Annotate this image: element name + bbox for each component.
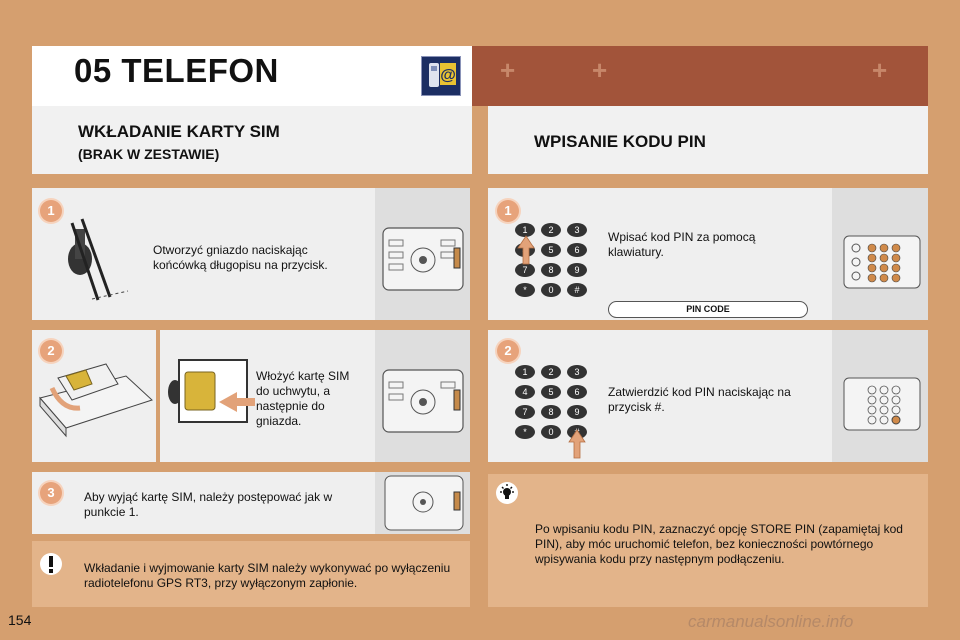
pin-step-1-text: Wpisać kod PIN za pomocą klawiatury. bbox=[608, 230, 756, 259]
sim-tray-illustration bbox=[36, 358, 154, 443]
decor-plus: + bbox=[872, 55, 888, 85]
pin-step-2-text: Zatwierdzić kod PIN naciskając na przycisk #. bbox=[608, 385, 791, 414]
keypad-key: 4 bbox=[522, 387, 528, 397]
decor-plus: + bbox=[500, 55, 516, 85]
keypad-key: * bbox=[523, 285, 527, 295]
sim-step-1-text: Otworzyć gniazdo naciskając końcówką długopisu na przycisk. bbox=[153, 243, 328, 272]
step-number-badge: 2 bbox=[40, 340, 62, 362]
sim-section-header bbox=[32, 106, 472, 174]
step-number-badge: 2 bbox=[497, 340, 519, 362]
step-number-badge: 3 bbox=[40, 482, 62, 504]
keypad-key: 2 bbox=[548, 367, 554, 377]
exclamation-icon bbox=[40, 552, 62, 581]
keypad-key: 1 bbox=[522, 367, 528, 377]
keypad-key: 8 bbox=[548, 265, 554, 275]
keypad-key: * bbox=[523, 427, 527, 437]
page-number: 154 bbox=[8, 612, 32, 628]
keypad-key: 7 bbox=[522, 407, 528, 417]
step-number-badge: 1 bbox=[40, 200, 62, 222]
keypad-key: 3 bbox=[574, 225, 580, 235]
keypad-illustration bbox=[512, 222, 592, 307]
keypad-illustration bbox=[512, 364, 592, 465]
pin-code-label: PIN CODE bbox=[608, 301, 808, 318]
keypad-unit-image bbox=[832, 188, 928, 320]
phone-email-icon bbox=[421, 56, 461, 96]
keypad-key: 1 bbox=[522, 225, 528, 235]
svg-text:@: @ bbox=[440, 67, 456, 84]
radio-unit-image bbox=[375, 330, 470, 462]
watermark: carmanualsonline.info bbox=[688, 612, 854, 631]
radio-unit-image bbox=[375, 472, 470, 534]
keypad-unit-image bbox=[832, 330, 928, 462]
keypad-key: 9 bbox=[574, 407, 580, 417]
keypad-key: 0 bbox=[548, 285, 554, 295]
sim-step-2-text: Włożyć kartę SIM do uchwytu, a następnie do gniazda. bbox=[256, 369, 350, 428]
step-number-badge: 1 bbox=[497, 200, 519, 222]
keypad-key: 3 bbox=[574, 367, 580, 377]
pin-section-header bbox=[488, 106, 928, 174]
sim-step-3-text: Aby wyjąć kartę SIM, należy postępować jak w punkcie 1. bbox=[84, 490, 333, 519]
keypad-key: 6 bbox=[574, 245, 580, 255]
keypad-key: 5 bbox=[548, 387, 554, 397]
keypad-key: 8 bbox=[548, 407, 554, 417]
sim-section-subtitle: (BRAK W ZESTAWIE) bbox=[78, 146, 220, 162]
pin-section-title: WPISANIE KODU PIN bbox=[534, 132, 706, 151]
keypad-key: 6 bbox=[574, 387, 580, 397]
keypad-key: # bbox=[574, 285, 580, 295]
radio-unit-image bbox=[375, 188, 470, 320]
sim-holder-illustration bbox=[167, 352, 267, 432]
chapter-title: 05 TELEFON bbox=[74, 52, 279, 89]
keypad-key: 7 bbox=[522, 265, 528, 275]
sim-section-title: WKŁADANIE KARTY SIM bbox=[78, 122, 280, 141]
pen-press-illustration bbox=[58, 215, 138, 315]
lightbulb-icon bbox=[496, 482, 518, 509]
info-text: Po wpisaniu kodu PIN, zaznaczyć opcję STORE PIN (zapamiętaj kod PIN), aby móc uruchomić telefon, bez konieczności powtórnego wpisywania kodu przy następnym podłączeniu. bbox=[535, 522, 903, 566]
warning-text: Wkładanie i wyjmowanie karty SIM należy wykonywać po wyłączeniu radiotelefonu GPS RT3, przy wyłączonym zapłonie. bbox=[84, 561, 451, 590]
decor-plus: + bbox=[592, 55, 608, 85]
keypad-key: 9 bbox=[574, 265, 580, 275]
keypad-key: 2 bbox=[548, 225, 554, 235]
keypad-key: 5 bbox=[548, 245, 554, 255]
keypad-key: 0 bbox=[548, 427, 554, 437]
